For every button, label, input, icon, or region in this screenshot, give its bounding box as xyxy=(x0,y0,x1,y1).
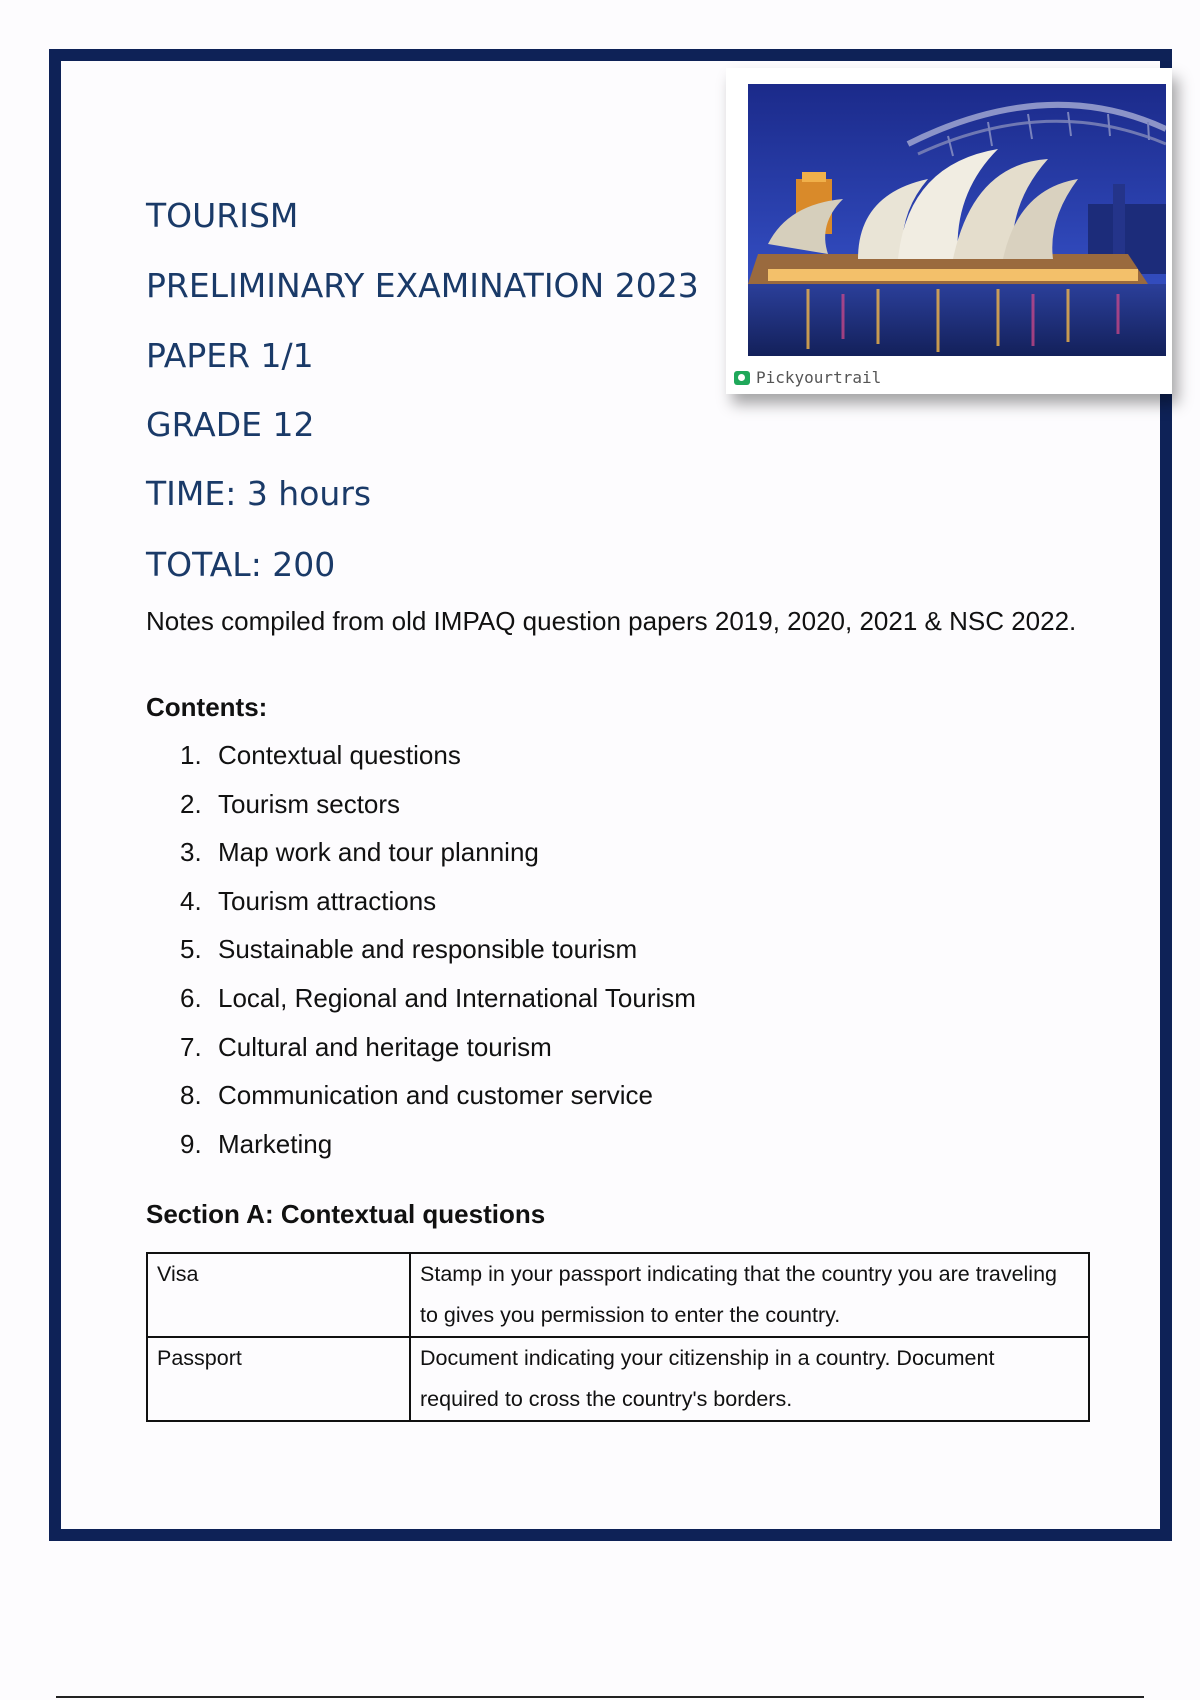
contents-item xyxy=(180,789,696,838)
definition-cell: Stamp in your passport indicating that the country you are traveling to gives you permission to enter the country. xyxy=(410,1253,1089,1337)
item-label: Sustainable and responsible tourism xyxy=(218,934,638,965)
item-number: 4. xyxy=(180,885,202,916)
contents-item xyxy=(180,886,696,935)
contents-item xyxy=(180,1080,696,1129)
photo-credit xyxy=(734,368,881,387)
term-cell: Passport xyxy=(147,1337,410,1421)
item-label: Tourism sectors xyxy=(218,788,401,819)
item-label: Marketing xyxy=(218,1128,333,1159)
pickyourtrail-logo-icon xyxy=(734,371,750,385)
contents-item xyxy=(180,934,696,983)
exam-heading: PRELIMINARY EXAMINATION 2023 xyxy=(146,266,699,305)
item-number: 3. xyxy=(180,837,202,868)
photo-credit-label: Pickyourtrail xyxy=(756,368,882,387)
bottom-divider xyxy=(56,1696,1144,1698)
contents-item xyxy=(180,1129,696,1178)
item-number: 2. xyxy=(180,788,202,819)
definition-cell: Document indicating your citizenship in a country. Document required to cross the country's borders. xyxy=(410,1337,1089,1421)
grade-heading: GRADE 12 xyxy=(146,405,315,444)
item-number: 1. xyxy=(180,740,202,770)
contents-item xyxy=(180,740,696,789)
total-heading: TOTAL: 200 xyxy=(146,545,336,584)
table-row xyxy=(147,1253,1089,1337)
item-label: Cultural and heritage tourism xyxy=(218,1031,552,1062)
table-row xyxy=(147,1337,1089,1421)
item-number: 8. xyxy=(180,1080,202,1111)
notes-paragraph: Notes compiled from old IMPAQ question papers 2019, 2020, 2021 & NSC 2022. xyxy=(146,606,1077,636)
contents-item xyxy=(180,983,696,1032)
time-heading: TIME: 3 hours xyxy=(146,474,372,513)
item-label: Communication and customer service xyxy=(218,1080,653,1111)
item-number: 7. xyxy=(180,1031,202,1062)
contents-item xyxy=(180,1032,696,1081)
contents-list xyxy=(180,740,696,1177)
opera-house-photo-card xyxy=(726,68,1172,394)
item-number: 5. xyxy=(180,934,202,965)
section-a-title: Section A: Contextual questions xyxy=(146,1199,546,1229)
subject-heading: TOURISM xyxy=(146,196,299,235)
item-label: Tourism attractions xyxy=(218,885,437,916)
item-label: Map work and tour planning xyxy=(218,837,539,868)
item-label: Contextual questions xyxy=(218,740,461,770)
paper-heading: PAPER 1/1 xyxy=(146,336,314,375)
definitions-table xyxy=(146,1252,1090,1422)
opera-house-photo xyxy=(748,84,1166,356)
item-number: 6. xyxy=(180,982,202,1013)
term-cell: Visa xyxy=(147,1253,410,1337)
item-label: Local, Regional and International Tourism xyxy=(218,982,696,1013)
item-number: 9. xyxy=(180,1128,202,1159)
contents-title: Contents: xyxy=(146,692,268,722)
contents-item xyxy=(180,837,696,886)
